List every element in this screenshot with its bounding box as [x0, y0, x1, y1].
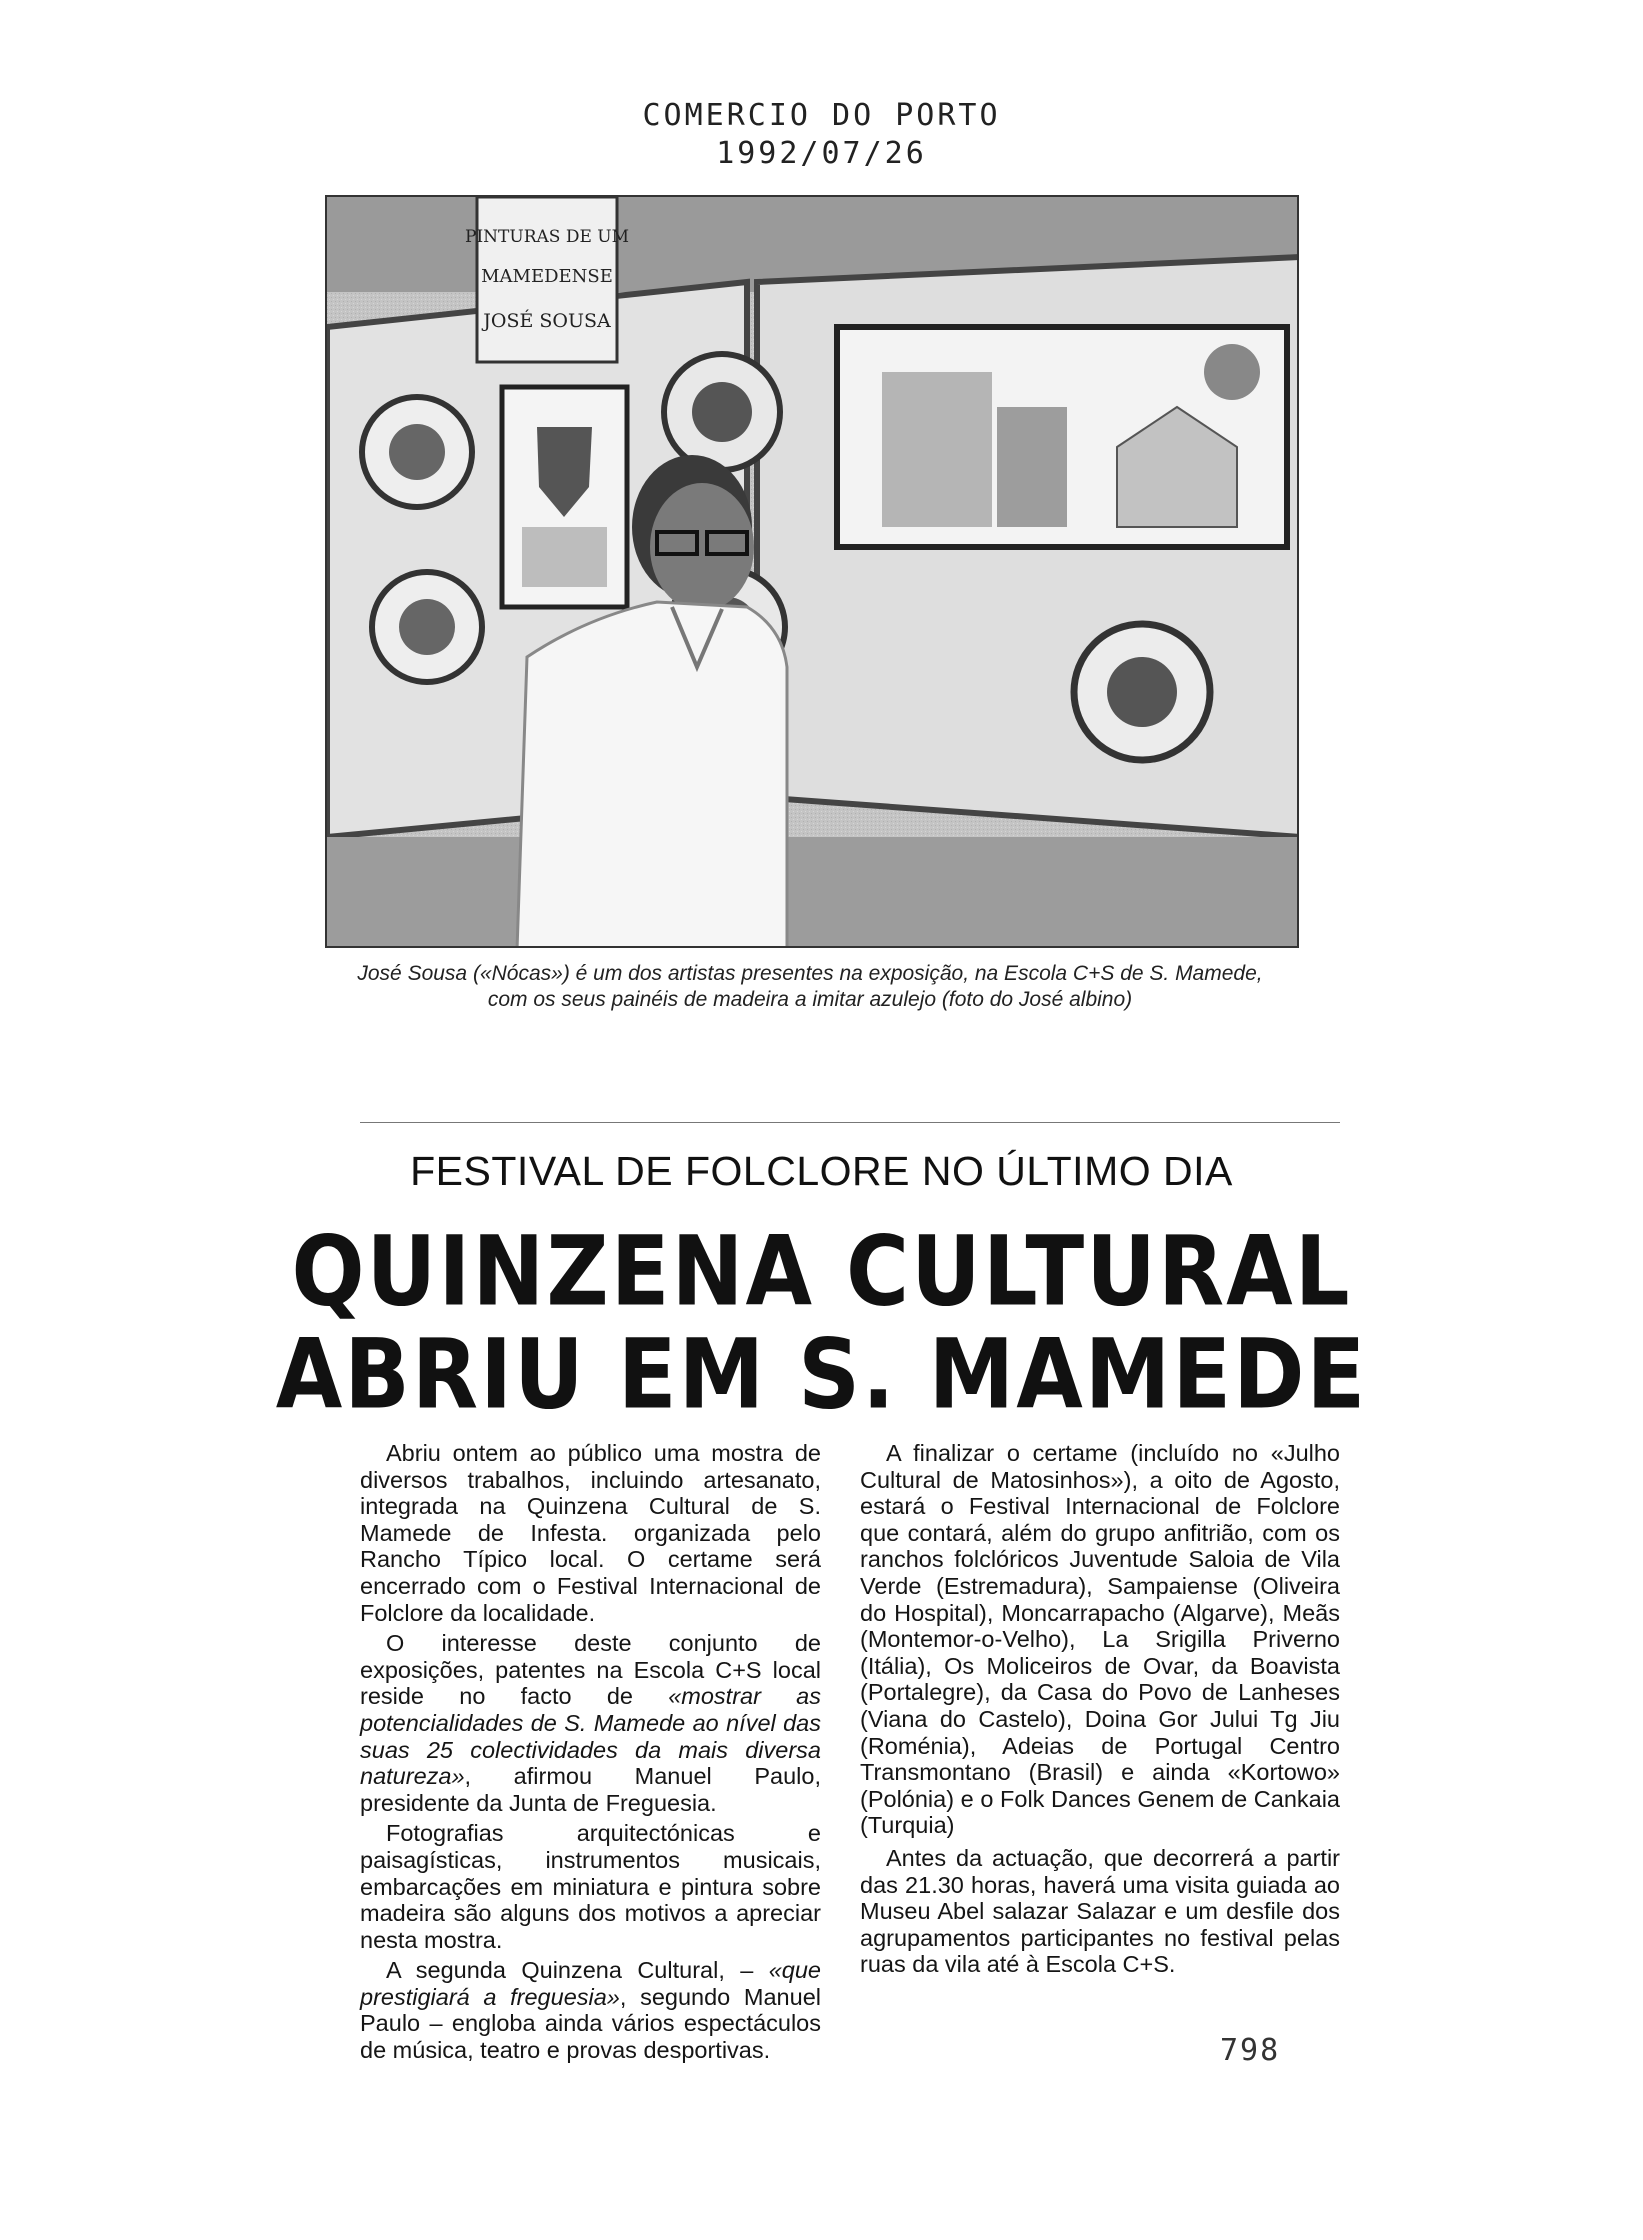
article-kicker: FESTIVAL DE FOLCLORE NO ÚLTIMO DIA — [410, 1148, 1233, 1194]
left-paragraph-2 — [360, 1630, 821, 1816]
left-paragraph-4 — [360, 1957, 821, 2063]
photo-caption-line-2: com os seus painéis de madeira a imitar azulejo (foto do José albino) — [487, 988, 1133, 1011]
article-photo — [325, 195, 1299, 948]
left-paragraph-1: Abriu ontem ao público uma mostra de diversos trabalhos, incluindo artesanato, integrada na Quinzena Cultural de S. Mamede de Infesta. organizada pelo Rancho Típico local. O certame será encerrado com o Festival Internacional de Folclore da localidade. — [360, 1440, 821, 1626]
left-paragraph-2-text: O interesse deste conjunto de exposições, patentes na Escola C+S local reside no facto de — [360, 1630, 821, 1710]
article-left-column — [360, 1440, 821, 2064]
left-paragraph-4-quote: «que prestigiará a freguesia» — [360, 1957, 821, 2010]
left-paragraph-2-quote: «mostrar as potencialidades de S. Mamede ao nível das suas 25 colectividades da mais diversa natureza» — [360, 1683, 821, 1790]
left-paragraph-4-text: A segunda Quinzena Cultural, – — [386, 1957, 769, 1984]
page-number: 798 — [1220, 2033, 1281, 2068]
left-paragraph-2-tail: , afirmou Manuel Paulo, presidente da Junta de Freguesia. — [360, 1763, 821, 1816]
photo-illustration — [327, 197, 1299, 948]
headline-line-1: QUINZENA CULTURAL — [291, 1216, 1352, 1328]
sign-line-3: JOSÉ SOUSA — [483, 310, 611, 332]
section-divider — [360, 1122, 1340, 1123]
photo-caption-line-1: José Sousa («Nócas») é um dos artistas presentes na exposição, na Escola C+S de S. Mamede, — [357, 962, 1263, 985]
headline-line-2: ABRIU EM S. MAMEDE — [275, 1319, 1368, 1431]
sign-line-2: MAMEDENSE — [481, 266, 613, 287]
left-paragraph-4-tail: , segundo Manuel Paulo – engloba ainda vários espectáculos de música, teatro e provas desportivas. — [360, 1983, 821, 2064]
publication-date: 1992/07/26 — [716, 136, 927, 171]
right-paragraph-1: A finalizar o certame (incluído no «Julho Cultural de Matosinhos»), a oito de Agosto, estará o Festival Internacional de Folclore que contará, além do grupo anfitrião, com os ranchos folclóricos Juventude Saloia de Vila Verde (Estremadura), Sampaiense (Oliveira do Hospital), Moncarrapacho (Algarve), Meãs (Montemor-o-Velho), La Srigilla Priverno (Itália), Os Moliceiros de Ovar, da Boavista (Portalegre), da Casa do Povo de Lanheses (Viana do Castelo), Doina Gor Jului Tg Jiu (Roménia), Adeias de Portugal Centro Transmontano (Brasil) e ainda «Kortowo» (Polónia) e o Folk Dances Genem de Cankaia (Turquia) — [860, 1440, 1340, 1839]
article-right-column — [860, 1440, 1340, 1978]
right-paragraph-2: Antes da actuação, que decorrerá a partir das 21.30 horas, haverá uma visita guiada ao Museu Abel salazar Salazar e um desfile dos agrupamentos participantes no festival pelas ruas da vila até à Escola C+S. — [860, 1844, 1340, 1978]
left-paragraph-3: Fotografias arquitectónicas e paisagísticas, instrumentos musicais, embarcações em miniatura e pintura sobre madeira são alguns dos motivos a apreciar nesta mostra. — [360, 1820, 821, 1953]
sign-line-1: PINTURAS DE UM — [465, 227, 629, 247]
publication-name: COMERCIO DO PORTO — [642, 98, 1001, 133]
